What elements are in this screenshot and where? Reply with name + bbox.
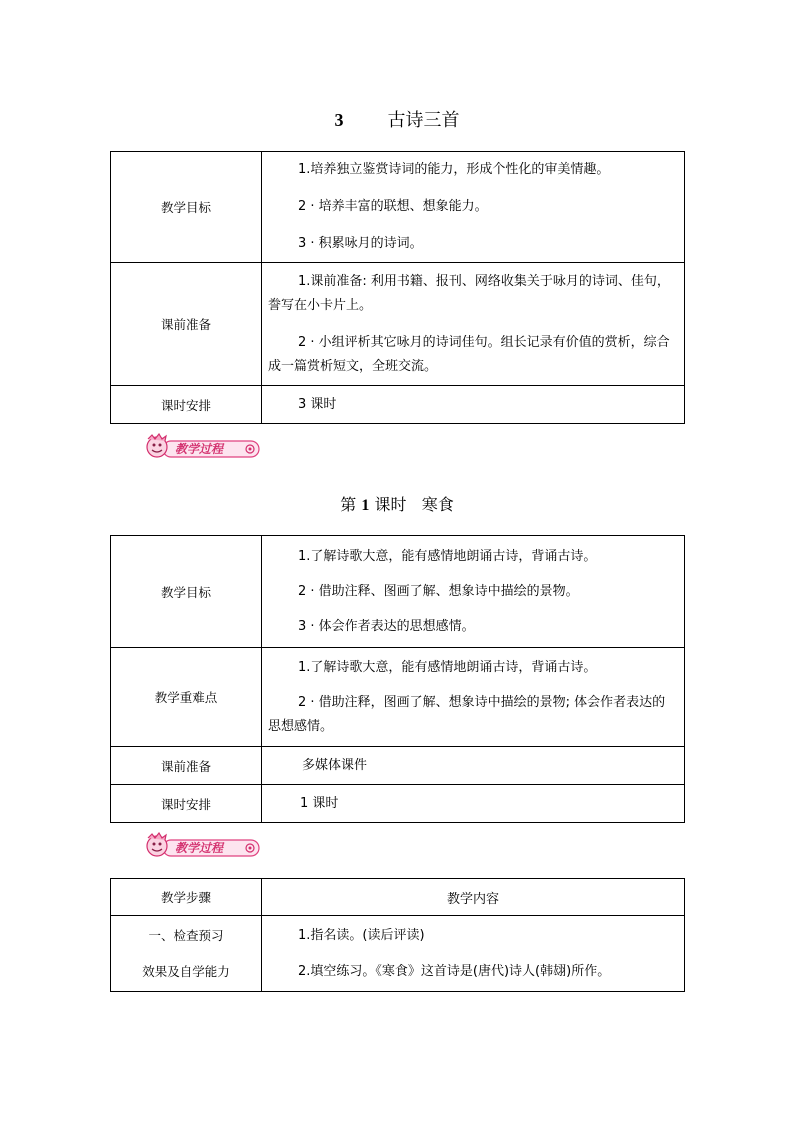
col-content-header: 教学内容 (262, 879, 685, 916)
period-prefix: 第 (340, 495, 357, 514)
table-row (111, 536, 685, 648)
period-title (0, 492, 794, 515)
period-prep-cell (262, 747, 685, 785)
period-hours-cell (262, 785, 685, 823)
table-row (111, 386, 685, 424)
prep-label: 课前准备 (111, 263, 262, 386)
col-step-header: 教学步骤 (111, 879, 262, 916)
step-1-content (262, 916, 685, 992)
table-row (111, 152, 685, 263)
goals-label: 教学目标 (111, 152, 262, 263)
goal-item: 2 · 借助注释、图画了解、想象诗中描绘的景物。 (298, 583, 579, 599)
lesson-number: 3 (334, 110, 344, 130)
period-prep-value: 多媒体课件 (302, 757, 368, 773)
table-row (111, 648, 685, 747)
teaching-process-badge (143, 832, 261, 860)
table-row (111, 785, 685, 823)
prep-cell (262, 263, 685, 386)
overview-table (110, 151, 685, 424)
table-row (111, 263, 685, 386)
goals-cell (262, 152, 685, 263)
key-item: 1.了解诗歌大意，能有感情地朗诵古诗，背诵古诗。 (298, 659, 597, 675)
prep-item: 1.课前准备: 利用书籍、报刊、网络收集关于咏月的诗词、佳句，誊写在小卡片上。 (268, 273, 670, 313)
process-table (110, 878, 685, 992)
goal-item: 2 · 培养丰富的联想、想象能力。 (298, 199, 488, 214)
period-goals-cell (262, 536, 685, 648)
prep-item: 2 · 小组评析其它咏月的诗词佳句。组长记录有价值的赏析，综合成一篇赏析短文，全班交流。 (268, 334, 670, 374)
goal-item: 3 · 积累咏月的诗词。 (298, 236, 423, 251)
process-item: 2.填空练习。《寒食》这首诗是(唐代)诗人(韩翃)所作。 (298, 963, 611, 979)
key-item: 2 · 借助注释，图画了解、想象诗中描绘的景物; 体会作者表达的思想感情。 (268, 694, 666, 734)
period-prep-label: 课前准备 (111, 747, 262, 785)
table-row (111, 916, 685, 992)
hours-value: 3 课时 (298, 396, 337, 412)
badge-text: 教学过程 (175, 442, 224, 456)
period-suffix: 课时 (374, 495, 407, 514)
period-table (110, 535, 685, 823)
step-1-cell (111, 916, 262, 992)
lesson-title-text: 古诗三首 (387, 110, 460, 131)
badge-text: 教学过程 (175, 841, 224, 855)
period-hours-value: 1 课时 (300, 795, 339, 811)
step-1-line-2: 效果及自学能力 (142, 963, 230, 979)
key-points-label: 教学重难点 (111, 648, 262, 747)
goal-item: 1.了解诗歌大意，能有感情地朗诵古诗，背诵古诗。 (298, 548, 597, 564)
key-points-cell (262, 648, 685, 747)
period-number: 1 (361, 497, 370, 514)
period-goals-label: 教学目标 (111, 536, 262, 648)
goal-item: 1.培养独立鉴赏诗词的能力，形成个性化的审美情趣。 (298, 162, 610, 177)
process-item: 1.指名读。(读后评读) (298, 927, 425, 943)
hours-cell (262, 386, 685, 424)
table-row (111, 879, 685, 916)
table-row (111, 747, 685, 785)
period-name: 寒食 (421, 495, 454, 514)
hours-label: 课时安排 (111, 386, 262, 424)
teaching-process-badge (143, 433, 261, 461)
lesson-title (0, 106, 794, 132)
period-hours-label: 课时安排 (111, 785, 262, 823)
goal-item: 3 · 体会作者表达的思想感情。 (298, 618, 475, 634)
step-1-line-1: 一、检查预习 (148, 927, 224, 943)
